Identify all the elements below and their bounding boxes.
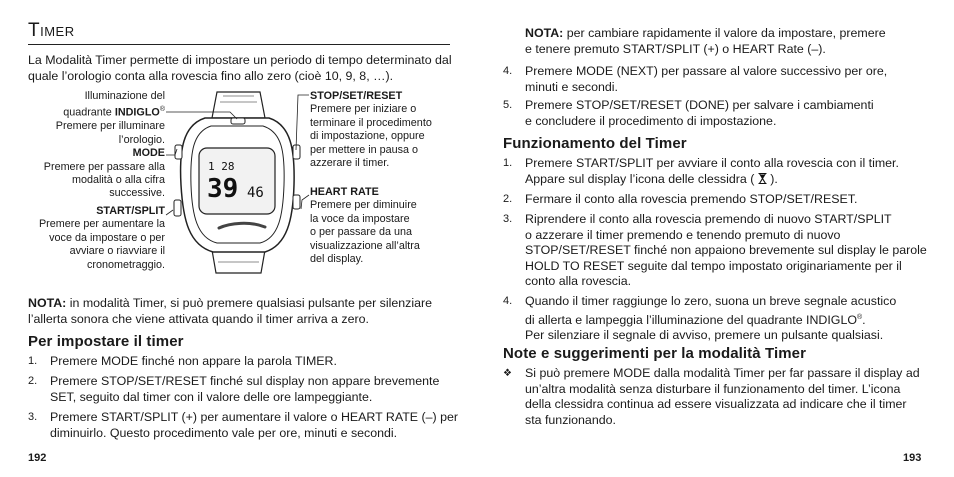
page-title: Timer <box>28 20 450 45</box>
callout-text: quadrante <box>63 107 115 119</box>
list-text-part: . <box>862 312 866 327</box>
list-text: e concludere il procedimento di impostazione. <box>525 113 777 128</box>
indiglo-button <box>231 118 245 124</box>
list-number: 2. <box>28 375 38 387</box>
callout-line: cronometraggio. <box>86 258 165 271</box>
callout-line: successive. <box>109 187 165 200</box>
stop-set-reset-title: STOP/SET/RESET <box>310 90 403 102</box>
callout-line: la voce da impostare <box>310 212 410 225</box>
callout-line: avviare o riavviare il <box>69 245 165 258</box>
callout-line: l’orologio. <box>118 133 165 146</box>
tip-text: sta funzionando. <box>525 412 616 427</box>
list-text-part: ). <box>766 171 778 186</box>
callout-line: Premere per diminuire <box>310 199 417 212</box>
list-number: 1. <box>28 355 38 367</box>
list-number: 3. <box>503 213 513 225</box>
start-split-callout <box>20 205 165 272</box>
list-number: 5. <box>503 99 513 111</box>
section-title-timer-operation: Funzionamento del Timer <box>503 135 687 152</box>
callout-line: Premere per illuminare <box>55 120 165 133</box>
note-text: in modalità Timer, si può premere qualsiasi pulsante per silenziare l’allerta sonora che viene attivata quando il timer arriva a zero. <box>28 296 433 326</box>
start-split-title: START/SPLIT <box>96 205 165 217</box>
right-note-text: per cambiare rapidamente il valore da impostare, premere <box>563 26 886 40</box>
stop-set-reset-button <box>293 145 300 159</box>
stop-set-reset-callout <box>310 90 455 170</box>
callout-line: Premere per passare alla <box>43 160 165 173</box>
note-label: NOTA: <box>28 296 67 310</box>
list-text: Premere START/SPLIT per avviare il conto alla rovescia con il timer. <box>525 156 899 170</box>
list-text: Fermare il conto alla rovescia premendo STOP/SET/RESET. <box>525 192 858 206</box>
list-text-part: di allerta e lampeggia l’illuminazione del quadrante INDIGLO <box>525 312 857 327</box>
hourglass-icon <box>758 173 767 184</box>
callout-line: azzerare il timer. <box>310 157 390 170</box>
list-text <box>525 172 899 188</box>
callout-line: Premere per aumentare la <box>38 218 165 231</box>
right-note <box>525 26 935 57</box>
list-number: 3. <box>28 411 38 423</box>
intro-paragraph: La Modalità Timer permette di impostare un periodo di tempo determinato dal quale l’orologio conta alla rovescia fino allo zero (cioè 10, 9, 8, …). <box>28 53 452 83</box>
callout-line: Premere per iniziare o <box>310 103 417 116</box>
page-number-right: 193 <box>903 452 922 464</box>
callout-line <box>28 103 165 120</box>
indiglo-label: INDIGLO <box>114 107 160 119</box>
callout-line: modalità o alla cifra <box>71 174 165 187</box>
tip-text: della clessidra continua ad essere visualizzata ad indicare che il timer <box>525 397 907 412</box>
callout-line: visualizzazione all’altra <box>310 239 420 252</box>
list-text: conto alla rovescia. <box>525 274 632 289</box>
callout-line: terminare il procedimento <box>310 116 432 129</box>
indiglo-callout <box>28 90 165 201</box>
right-note-line <box>525 26 935 42</box>
list-number: 1. <box>503 157 513 169</box>
section-title-set-timer: Per impostare il timer <box>28 333 184 350</box>
heart-rate-button <box>293 195 300 209</box>
list-text: Premere STOP/SET/RESET (DONE) per salvare i cambiamenti <box>525 98 874 112</box>
right-note-label: NOTA: <box>525 26 564 40</box>
list-text: STOP/SET/RESET finché non appaiono brevemente sul display le parole <box>525 243 927 258</box>
heart-rate-callout <box>310 186 455 266</box>
callout-line: Illuminazione del <box>84 90 165 102</box>
list-text: o azzerare il timer premendo e tenendo premuto di nuovo <box>525 227 841 242</box>
callout-line: o per passare da una <box>310 226 413 239</box>
registered-mark: ® <box>856 313 863 321</box>
callout-line: di impostazione, oppure <box>310 130 425 143</box>
list-number: 2. <box>503 193 513 205</box>
bullet-icon: ❖ <box>503 368 512 379</box>
page-number-left: 192 <box>28 452 47 464</box>
section-title-tips: Note e suggerimenti per la modalità Timer <box>503 345 807 362</box>
mode-callout-title: MODE <box>132 147 165 160</box>
callout-line: voce da impostare o per <box>49 231 165 244</box>
registered-mark: ® <box>159 106 165 114</box>
display-top-digits: 1 28 <box>208 160 235 173</box>
display-main-digits: 39 <box>207 174 239 204</box>
list-text: Premere MODE finché non appare la parola TIMER. <box>50 354 337 368</box>
list-text: minuti e secondi. <box>525 79 618 94</box>
list-text: Per silenziare il segnale di avviso, premere un pulsante qualsiasi. <box>525 328 884 343</box>
list-text: diminuirlo. Questo procedimento vale per ore, minuti e secondi. <box>50 425 398 440</box>
list-text <box>525 310 896 329</box>
list-text: SET, seguito dal timer con il valore delle ore lampeggiante. <box>50 389 373 404</box>
list-text: Premere MODE (NEXT) per passare al valore successivo per ore, <box>525 64 888 78</box>
tip-text: Si può premere MODE dalla modalità Timer per far passare il display ad <box>525 366 920 380</box>
tip-text: un’altra modalità senza disturbare il funzionamento del timer. L’icona <box>525 381 901 396</box>
list-number: 4. <box>503 295 513 307</box>
start-split-button <box>174 200 181 216</box>
mode-button <box>175 145 182 159</box>
note-paragraph <box>28 296 453 327</box>
right-note-line: e tenere premuto START/SPLIT (+) o HEART Rate (–). <box>525 41 826 56</box>
list-text: Premere STOP/SET/RESET finché sul display non appare brevemente <box>50 374 440 388</box>
list-text: HOLD TO RESET seguite dal tempo impostato originariamente per il <box>525 258 902 273</box>
list-text: Premere START/SPLIT (+) per aumentare il valore o HEART RATE (–) per <box>50 410 458 424</box>
list-text-part: Appare sul display l’icona delle clessidra ( <box>525 171 758 186</box>
callout-line: per mettere in pausa o <box>310 143 419 156</box>
display-seconds-digits: 46 <box>247 185 264 201</box>
watch-illustration <box>165 90 310 275</box>
list-text: Riprendere il conto alla rovescia premendo di nuovo START/SPLIT <box>525 212 892 226</box>
callout-line: del display. <box>310 253 364 266</box>
watch-strap-bottom <box>212 250 265 273</box>
list-number: 4. <box>503 65 513 77</box>
heart-rate-title: HEART RATE <box>310 186 379 198</box>
list-text: Quando il timer raggiunge lo zero, suona un breve segnale acustico <box>525 294 897 308</box>
